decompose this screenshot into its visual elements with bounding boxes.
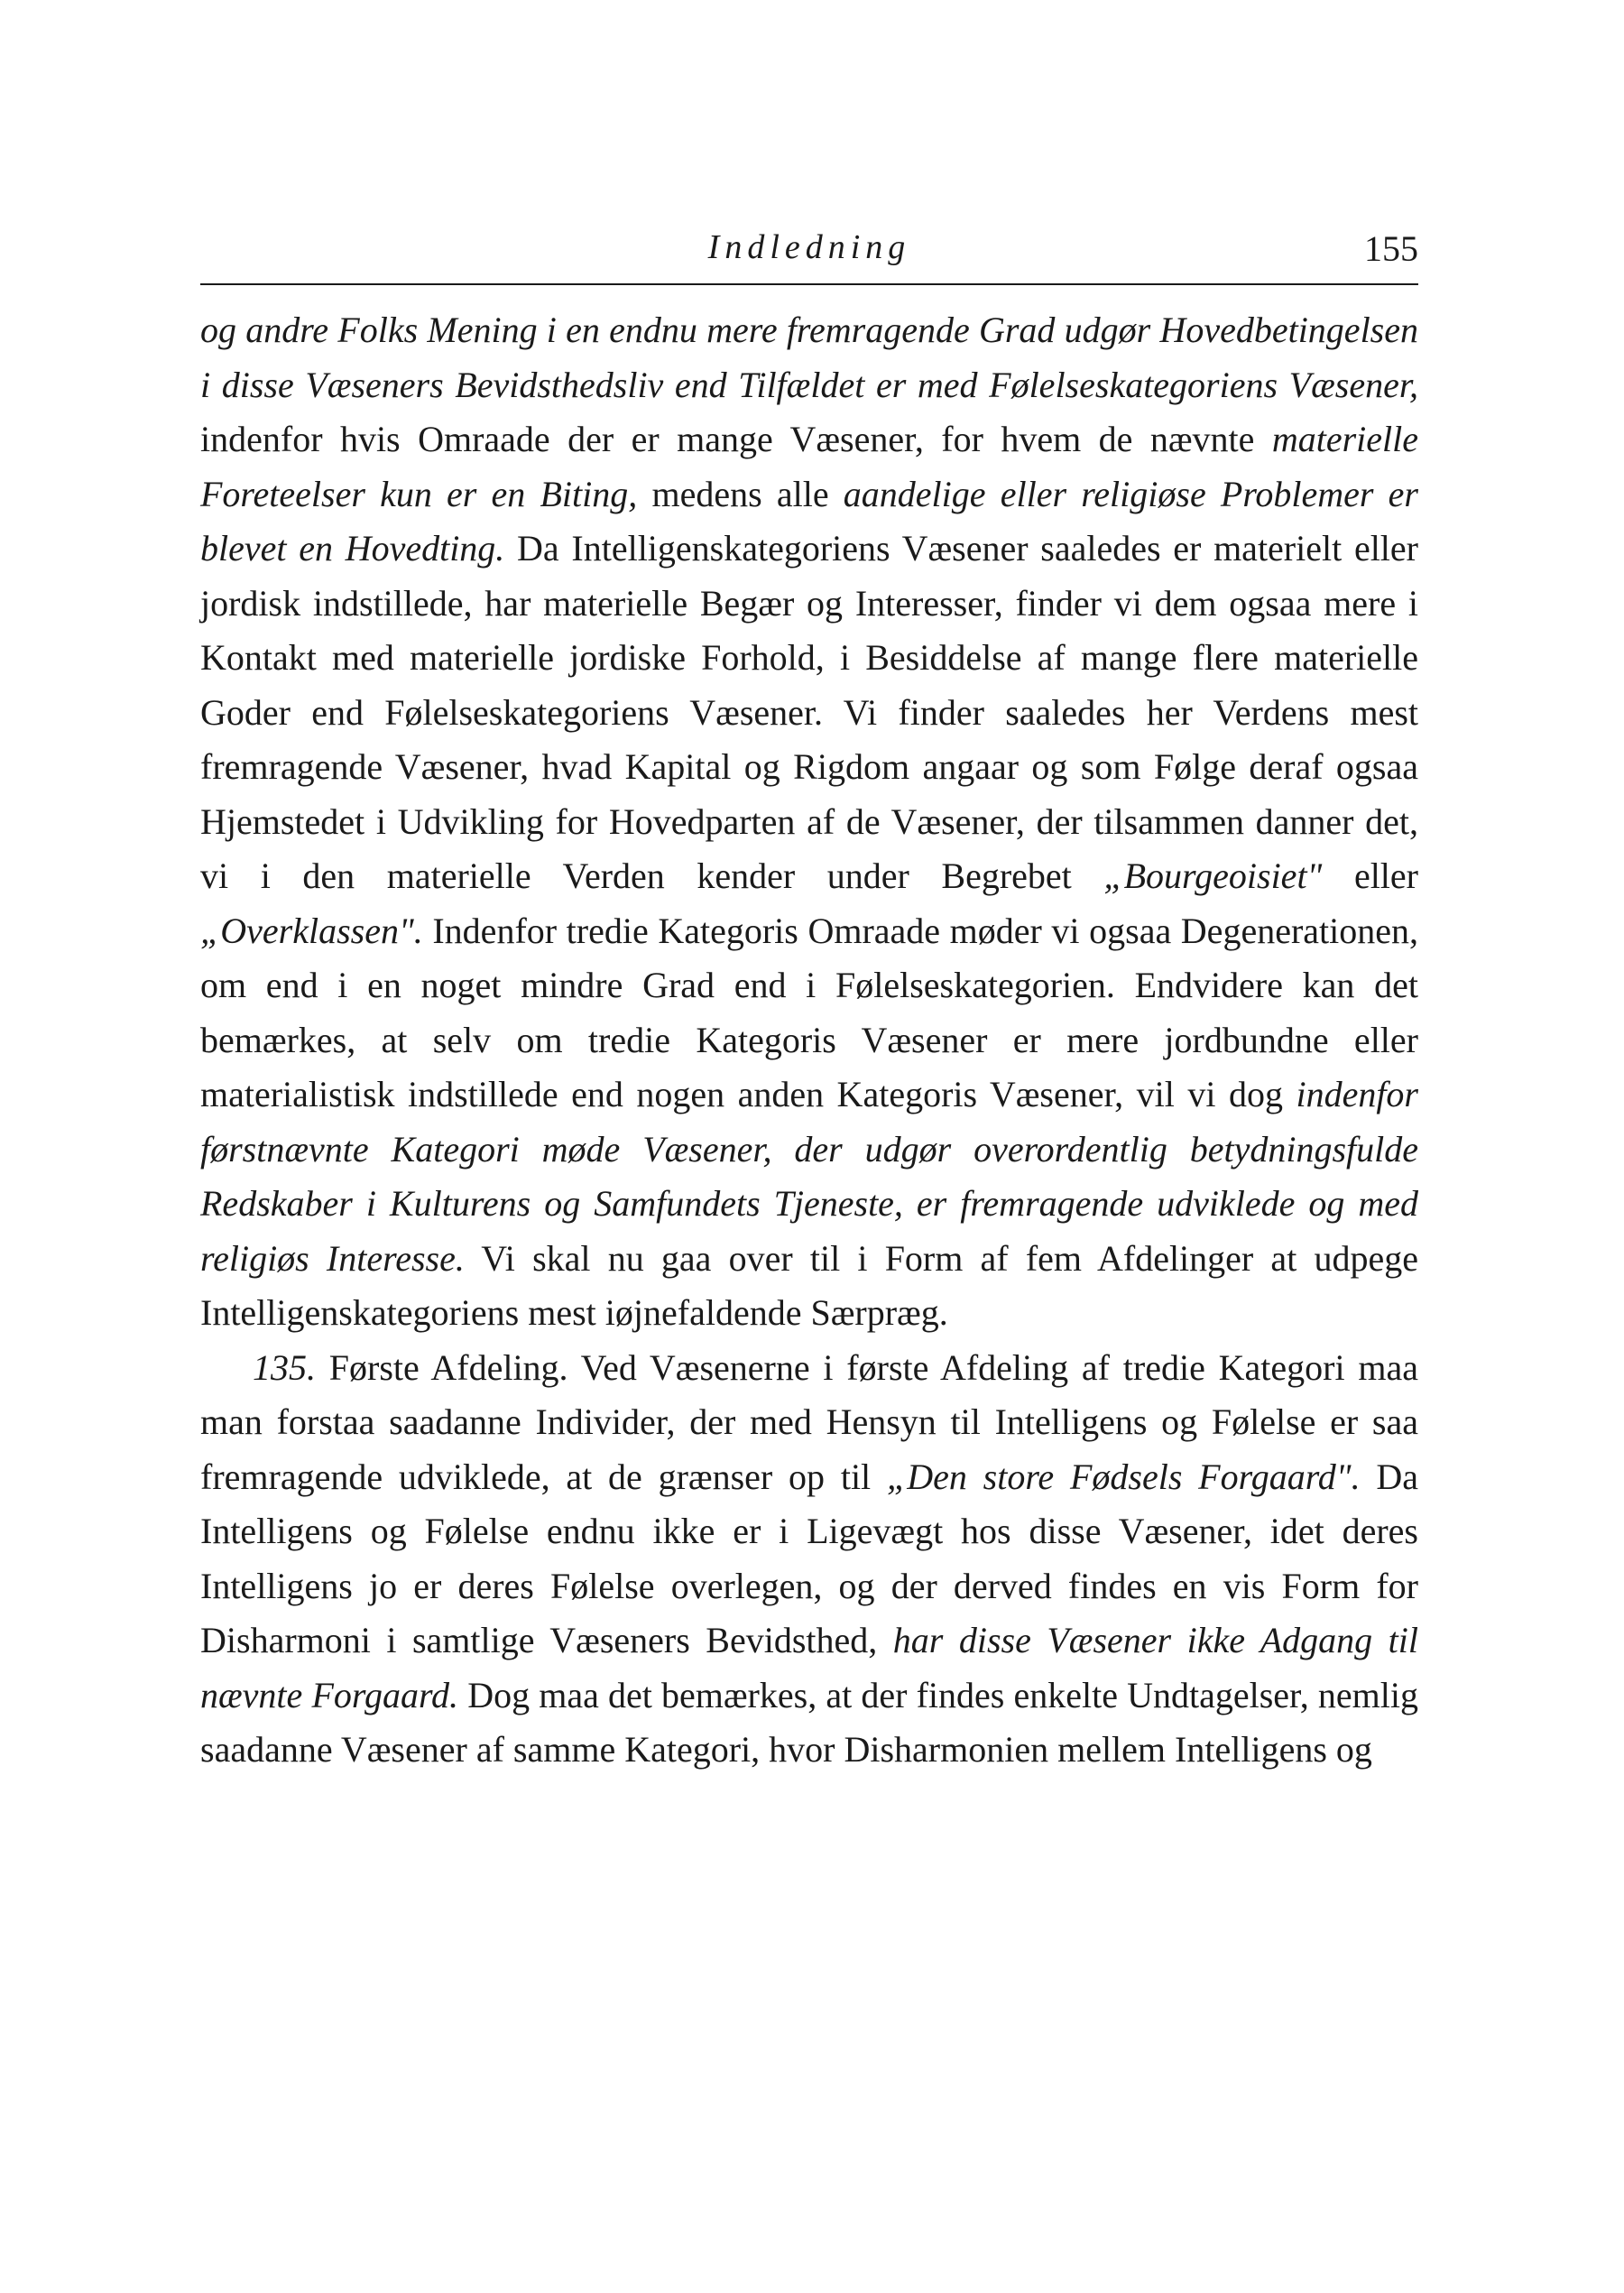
section-number: 135. [253,1346,316,1388]
text-segment: materielle Foreteelser kun er en Biting, [200,419,1418,514]
text-segment: indenfor hvis Omraade der er mange Væsener, for hvem de nævnte [200,419,1272,459]
running-title: Indledning [707,228,911,266]
text-segment: eller [1322,855,1418,896]
text-segment: og andre Folks Mening i en endnu mere fremragende Grad udgør Hovedbetingelsen i disse Væseners Bevidsthedsliv end Tilfældet er med Følelseskategoriens Væsener, [200,310,1418,405]
page-number: 155 [1364,228,1418,269]
header-rule [200,283,1418,285]
text-segment: har disse Væsener ikke Adgang til nævnte Forgaard. [200,1620,1419,1715]
text-segment: Da Intelligenskategoriens Væsener saaledes er materielt eller jordisk indstillede, har materielle Begær og Interesser, finder vi dem ogsaa mere i Kontakt med materielle jordiske Forhold, i Besiddelse af mange flere materielle Goder end Følelseskategoriens Væsener. Vi finder saaledes her Verdens mest fremragende Væsener, hvad Kapital og Rigdom angaar og som Følge deraf ogsaa Hjemstedet i Udvikling for Hovedparten af de Væsener, der tilsammen danner det, vi i den materielle Verden kender under Begrebet [200,528,1418,896]
text-segment: Dog maa det bemærkes, at der findes enkelte Undtagelser, nemlig saadanne Væsener af samme Kategori, hvor Disharmonien mellem Intelligens og [200,1674,1418,1770]
body-text [200,303,1418,1778]
text-segment: Da Intelligens og Følelse endnu ikke er i Ligevægt hos disse Væsener, idet deres Intelligens jo er deres Følelse overlegen, og der derved findes en vis Form for Disharmoni i samtlige Væseners Bevidsthed, [200,1456,1419,1660]
text-segment: aandelige eller religiøse Problemer er blevet en Hovedting. [200,473,1418,569]
running-header [200,227,1418,282]
text-segment: „Overklassen". [200,910,423,951]
text-segment: Første Afdeling. Ved Væsenerne i første Afdeling af tredie Kategori maa man forstaa saadanne Individer, der med Hensyn til Intelligens og Følelse er saa fremragende udviklede, at de grænser op til [200,1346,1418,1497]
text-segment: Vi skal nu gaa over til i Form af fem Afdelinger at udpege Intelligenskategoriens mest iøjnefaldende Særpræg. [200,1237,1418,1333]
text-segment: Indenfor tredie Kategoris Omraade møder vi ogsaa Degenerationen, om end i en noget mindre Grad end i Følelseskategorien. Endvidere kan det bemærkes, at selv om tredie Kategoris Væsener er mere jordbundne eller materialistisk indstillede end nogen anden Kategoris Væsener, vil vi dog [200,910,1418,1114]
paragraph-2 [200,1341,1418,1778]
text-segment: „Den store Fødsels Forgaard". [886,1456,1361,1497]
text-segment: indenfor førstnævnte Kategori møde Væsener, der udgør overordentlig betydningsfulde Redskaber i Kulturens og Samfundets Tjeneste, er fremragende udviklede og med religiøs Interesse. [200,1074,1418,1279]
paragraph-1 [200,303,1418,1341]
text-segment: medens alle [637,473,844,514]
text-segment: „Bourgeoisiet" [1103,855,1323,896]
